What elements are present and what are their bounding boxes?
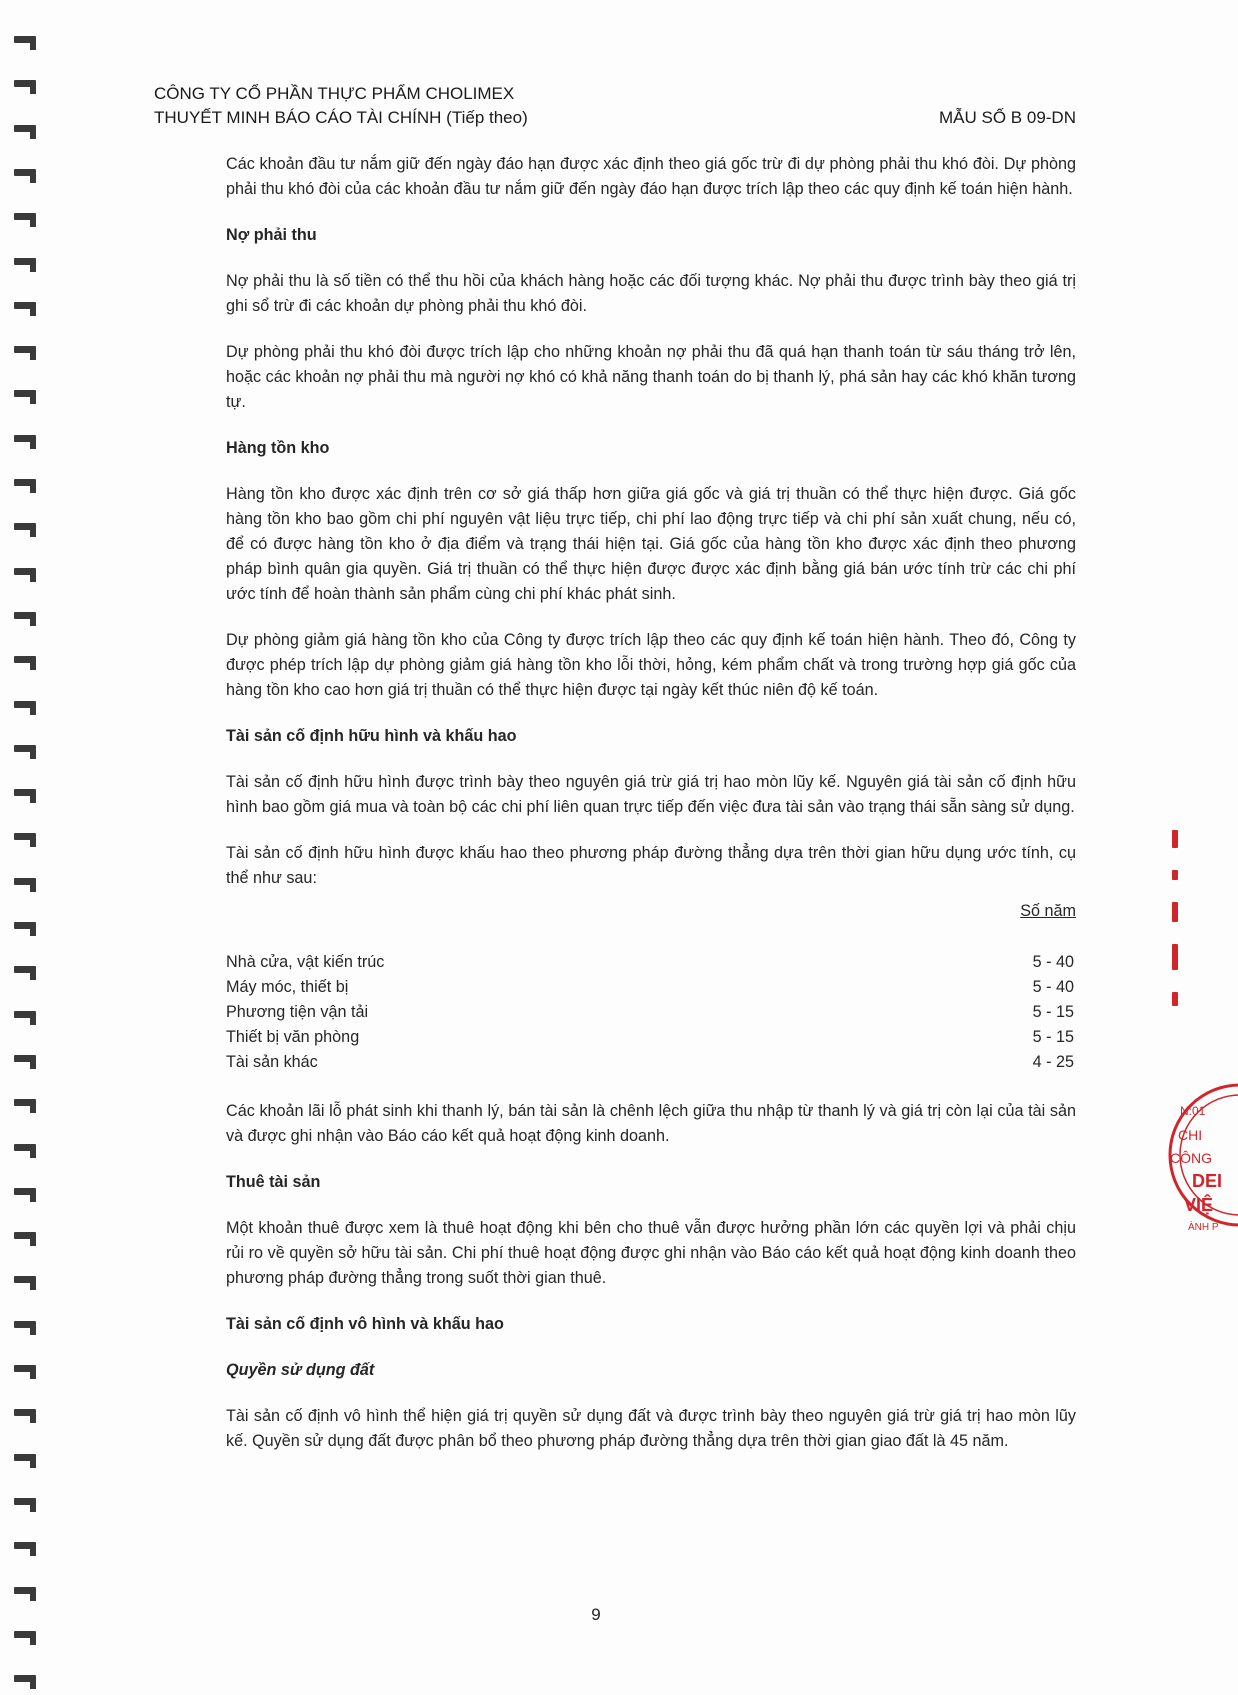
binding-hole	[14, 789, 36, 796]
useful-life-years: 5 - 15	[1032, 1003, 1074, 1021]
binding-hole	[14, 390, 36, 397]
binding-hole	[14, 1409, 36, 1416]
binding-hole	[14, 213, 36, 220]
svg-text:ÀNH P: ÀNH P	[1188, 1222, 1219, 1233]
land-use-rights-subheading: Quyền sử dụng đất	[226, 1361, 375, 1379]
useful-life-years: 5 - 40	[1032, 978, 1074, 996]
tangible-assets-heading: Tài sản cố định hữu hình và khấu hao	[226, 727, 517, 745]
table-row	[226, 975, 1076, 1000]
document-body	[226, 152, 1076, 1475]
binding-hole	[14, 80, 36, 87]
binding-hole	[14, 1144, 36, 1151]
binding-hole	[14, 1675, 36, 1682]
svg-text:N:01: N:01	[1180, 1104, 1206, 1118]
company-name: CÔNG TY CỔ PHẦN THỰC PHẨM CHOLIMEX	[154, 84, 515, 103]
binding-hole	[14, 1055, 36, 1062]
depreciation-table	[226, 899, 1076, 1075]
binding-hole	[14, 1587, 36, 1594]
tangible-assets-paragraph-3: Các khoản lãi lỗ phát sinh khi thanh lý, bán tài sản là chênh lệch giữa thu nhập từ thanh lý và giá trị còn lại của tài sản và được ghi nhận vào Báo cáo kết quả hoạt động kinh doanh.	[226, 1102, 1076, 1145]
depreciation-table-header: Số năm	[1020, 902, 1076, 920]
tangible-assets-paragraph-1: Tài sản cố định hữu hình được trình bày theo nguyên giá trừ giá trị hao mòn lũy kế. Nguyên giá tài sản cố định hữu hình bao gồm giá mua và toàn bộ các chi phí liên quan trực tiếp đến việc đưa tài sản vào trạng thái sẵn sàng sử dụng.	[226, 773, 1076, 816]
inventory-paragraph-1: Hàng tồn kho được xác định trên cơ sở giá thấp hơn giữa giá gốc và giá trị thuần có thể thực hiện được. Giá gốc hàng tồn kho bao gồm chi phí nguyên vật liệu trực tiếp, chi phí lao động trực tiếp và chi phí sản xuất chung, nếu có, để có được hàng tồn kho ở địa điểm và trạng thái hiện tại. Giá gốc của hàng tồn kho được xác định theo phương pháp bình quân gia quyền. Giá trị thuần có thể thực hiện được được xác định bằng giá bán ước tính trừ các chi phí ước tính để hoàn thành sản phẩm cùng chi phí khác phát sinh.	[226, 485, 1076, 603]
svg-text:DEI: DEI	[1192, 1171, 1223, 1191]
receivables-paragraph-2: Dự phòng phải thu khó đòi được trích lập cho những khoản nợ phải thu đã quá hạn thanh toán từ sáu tháng trở lên, hoặc các khoản nợ phải thu mà người nợ khó có khả năng thanh toán do bị thanh lý, phá sản hay các khó khăn tương tự.	[226, 343, 1076, 411]
document-title: THUYẾT MINH BÁO CÁO TÀI CHÍNH (Tiếp theo)	[154, 108, 528, 127]
page-number: 9	[591, 1605, 601, 1624]
svg-text:VIỆ: VIỆ	[1184, 1195, 1214, 1215]
table-row	[226, 1025, 1076, 1050]
useful-life-years: 5 - 15	[1032, 1028, 1074, 1046]
binding-hole	[14, 169, 36, 176]
binding-hole	[14, 1232, 36, 1239]
binding-hole	[14, 1498, 36, 1505]
signature-stamp-marks	[1172, 830, 1192, 1060]
binding-hole	[14, 1321, 36, 1328]
inventory-paragraph-2: Dự phòng giảm giá hàng tồn kho của Công ty được trích lập theo các quy định kế toán hiện hành. Theo đó, Công ty được phép trích lập dự phòng giảm giá hàng tồn kho lỗi thời, hỏng, kém phẩm chất và trong trường hợp giá gốc của hàng tồn kho cao hơn giá trị thuần có thể thực hiện được tại ngày kết thúc niên độ kế toán.	[226, 631, 1076, 699]
asset-category: Nhà cửa, vật kiến trúc	[226, 953, 385, 971]
leases-paragraph: Một khoản thuê được xem là thuê hoạt động khi bên cho thuê vẫn được hưởng phần lớn các quyền lợi và phải chịu rủi ro về quyền sở hữu tài sản. Chi phí thuê hoạt động được ghi nhận vào Báo cáo kết quả hoạt động kinh doanh theo phương pháp đường thẳng trong suốt thời gian thuê.	[226, 1219, 1076, 1287]
binding-hole	[14, 612, 36, 619]
binding-hole	[14, 479, 36, 486]
receivables-paragraph-1: Nợ phải thu là số tiền có thể thu hồi của khách hàng hoặc các đối tượng khác. Nợ phải thu được trình bày theo giá trị ghi sổ trừ đi các khoản dự phòng phải thu khó đòi.	[226, 272, 1076, 315]
svg-text:CÔNG: CÔNG	[1170, 1150, 1212, 1166]
binding-hole	[14, 1631, 36, 1638]
leases-heading: Thuê tài sản	[226, 1173, 321, 1191]
asset-category: Tài sản khác	[226, 1053, 318, 1071]
binding-hole	[14, 523, 36, 530]
svg-text:CHI: CHI	[1178, 1127, 1203, 1143]
binding-hole	[14, 568, 36, 575]
inventory-heading: Hàng tồn kho	[226, 439, 330, 457]
intangible-assets-heading: Tài sản cố định vô hình và khấu hao	[226, 1315, 504, 1333]
binding-hole	[14, 745, 36, 752]
binding-hole	[14, 656, 36, 663]
page-header	[154, 82, 1076, 130]
binding-hole	[14, 966, 36, 973]
table-row	[226, 1000, 1076, 1025]
binding-hole	[14, 922, 36, 929]
investments-paragraph: Các khoản đầu tư nắm giữ đến ngày đáo hạn được xác định theo giá gốc trừ đi dự phòng phải thu khó đòi. Dự phòng phải thu khó đòi của các khoản đầu tư nắm giữ đến ngày đáo hạn được trích lập theo các quy định kế toán hiện hành.	[226, 155, 1076, 198]
tangible-assets-paragraph-2: Tài sản cố định hữu hình được khấu hao theo phương pháp đường thẳng dựa trên thời gian hữu dụng ước tính, cụ thể như sau:	[226, 844, 1076, 887]
binding-hole	[14, 302, 36, 309]
binding-hole	[14, 1011, 36, 1018]
table-row	[226, 1050, 1076, 1075]
useful-life-years: 4 - 25	[1032, 1053, 1074, 1071]
asset-category: Máy móc, thiết bị	[226, 978, 349, 996]
asset-category: Thiết bị văn phòng	[226, 1028, 360, 1046]
binding-hole	[14, 878, 36, 885]
binding-hole	[14, 1276, 36, 1283]
binding-hole	[14, 435, 36, 442]
binding-hole	[14, 346, 36, 353]
asset-category: Phương tiện vận tải	[226, 1003, 369, 1021]
useful-life-years: 5 - 40	[1032, 953, 1074, 971]
binding-hole	[14, 125, 36, 132]
binding-hole	[14, 1542, 36, 1549]
binding-hole	[14, 833, 36, 840]
binding-hole	[14, 36, 36, 43]
form-number: MẪU SỐ B 09-DN	[939, 108, 1076, 127]
receivables-heading: Nợ phải thu	[226, 226, 317, 244]
binding-hole	[14, 1365, 36, 1372]
binding-hole	[14, 1454, 36, 1461]
binding-hole	[14, 701, 36, 708]
binding-hole	[14, 258, 36, 265]
intangible-assets-paragraph: Tài sản cố định vô hình thể hiện giá trị quyền sử dụng đất và được trình bày theo nguyên giá trừ giá trị hao mòn lũy kế. Quyền sử dụng đất được phân bổ theo phương pháp đường thẳng dựa trên thời gian giao đất là 45 năm.	[226, 1407, 1076, 1450]
company-seal-icon	[1148, 1075, 1238, 1235]
table-row	[226, 950, 1076, 975]
binding-hole	[14, 1188, 36, 1195]
binding-marks	[14, 0, 44, 1695]
binding-hole	[14, 1099, 36, 1106]
